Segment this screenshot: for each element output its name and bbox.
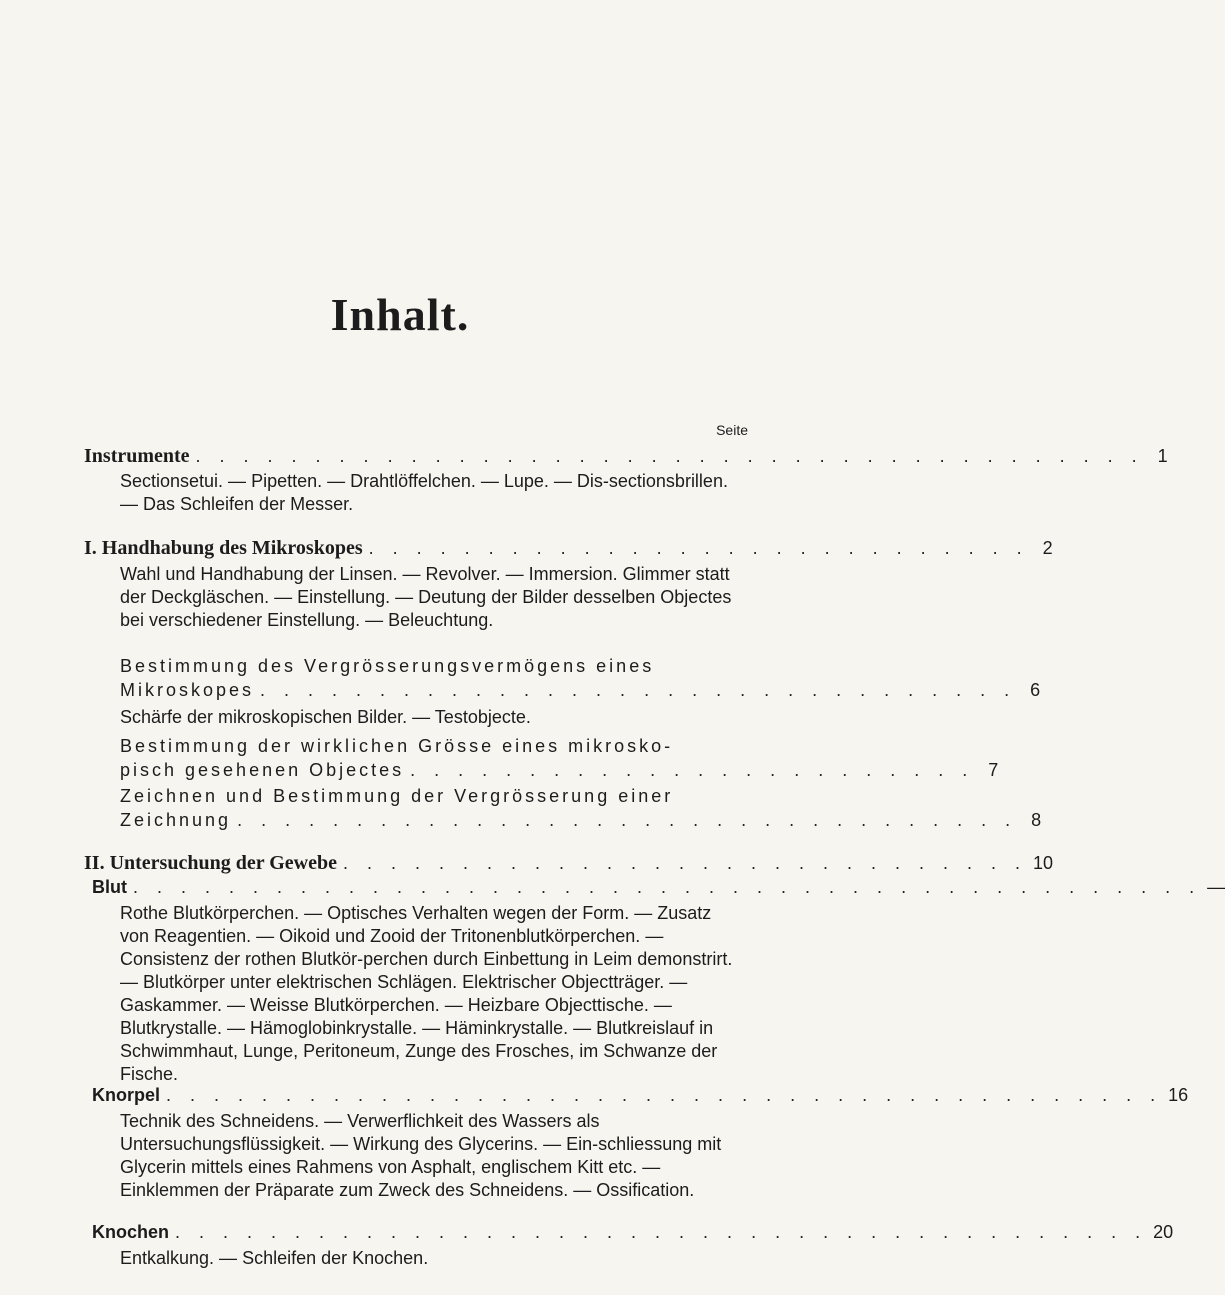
toc-entry-untersuchung	[84, 852, 1054, 875]
toc-label: Instrumente	[84, 445, 190, 467]
toc-entry-vergroesserung	[120, 680, 1041, 701]
toc-entry-groesse	[120, 760, 999, 781]
toc-label: Blut	[92, 877, 127, 897]
toc-label: Knochen	[92, 1222, 170, 1242]
toc-entry-handhabung	[84, 537, 1053, 560]
toc-entry-instrumente	[84, 445, 1168, 468]
toc-label: I. Handhabung des Mikroskopes	[84, 537, 363, 559]
page-number: —	[1207, 877, 1225, 897]
page-number: 10	[1033, 853, 1054, 873]
toc-description: Technik des Schneidens. — Verwerflichkeit des Wassers als Untersuchungsflüssigkeit. — Wirkung des Glycerins. — Ein-schliessung mit Glycerin mittels eines Rahmens von Asphalt, englischem Kitt etc. — Einklemmen der Präparate zum Zweck des Schneidens. — Ossification.	[120, 1111, 722, 1200]
toc-description: Rothe Blutkörperchen. — Optisches Verhalten wegen der Form. — Zusatz von Reagentien. — Oikoid und Zooid der Tritonenblutkörperchen. — Consistenz der rothen Blutkör-perchen durch Einbettung in Leim demonstrirt. — Blutkörper unter elektrischen Schlägen. Elektrischer Objectträger. — Gaskammer. — Weisse Blutkörperchen. — Heizbare Objecttische. — Blutkrystalle. — Hämoglobinkrystalle. — Häminkrystalle. — Blutkreislauf in Schwimmhaut, Lunge, Peritoneum, Zunge des Frosches, im Schwanze der Fische.	[120, 903, 733, 1084]
toc-label: pisch gesehenen Objectes	[120, 760, 405, 780]
toc-entry-zeichnen-line1	[120, 786, 748, 807]
dot-leader: . . . . . . . . . . . . . . . . . . . . . . . .	[410, 760, 975, 780]
toc-label-line: Bestimmung des Vergrösserungsvermögens eines	[120, 656, 655, 676]
page-number: 7	[988, 760, 999, 780]
page-title: Inhalt.	[330, 289, 470, 340]
toc-entry-blut	[92, 877, 1225, 898]
toc-description: Schärfe der mikroskopischen Bilder. — Testobjecte.	[120, 707, 531, 727]
page-number: 20	[1153, 1222, 1174, 1242]
dot-leader: . . . . . . . . . . . . . . . . . . . . . . . . . . . . . . . . . . . . . . . .	[195, 446, 1144, 466]
page-number: 2	[1042, 538, 1053, 558]
toc-description: Wahl und Handhabung der Linsen. — Revolver. — Immersion. Glimmer statt der Deckgläschen. — Einstellung. — Deutung der Bilder desselben Objectes bei verschiedener Einstellung. — Beleuchtung.	[120, 564, 732, 630]
toc-description: Entkalkung. — Schleifen der Knochen.	[120, 1248, 429, 1268]
toc-label: Mikroskopes	[120, 680, 255, 700]
dot-leader: . . . . . . . . . . . . . . . . . . . . . . . . . . . . . . . . . . . . . . . . .	[175, 1222, 1148, 1242]
toc-entry-knorpel	[92, 1085, 1189, 1106]
dot-leader: . . . . . . . . . . . . . . . . . . . . . . . . . . . . . . . .	[260, 680, 1017, 700]
dot-leader: . . . . . . . . . . . . . . . . . . . . . . . . . . . . . . . . . . . . . . . . . . . . .	[133, 877, 1202, 897]
dot-leader: . . . . . . . . . . . . . . . . . . . . . . . . . . . . .	[342, 853, 1028, 873]
toc-entry-groesse-line1	[120, 736, 748, 757]
page-number: 8	[1031, 810, 1042, 830]
toc-entry-knochen	[92, 1222, 1174, 1243]
toc-label: Knorpel	[92, 1085, 161, 1105]
page-number: 1	[1157, 446, 1168, 466]
page-column-label: Seite	[716, 422, 748, 438]
page-number: 6	[1030, 680, 1041, 700]
toc-label-line: Zeichnen und Bestimmung der Vergrösserung einer	[120, 786, 674, 806]
dot-leader: . . . . . . . . . . . . . . . . . . . . . . . . . . . . . . . . .	[237, 810, 1018, 830]
toc-label-line: Bestimmung der wirklichen Grösse eines mikrosko-	[120, 736, 674, 756]
toc-entry-zeichnen	[120, 810, 1042, 831]
toc-label: Zeichnung	[120, 810, 232, 830]
toc-description: Sectionsetui. — Pipetten. — Drahtlöffelchen. — Lupe. — Dis-sectionsbrillen. — Das Schleifen der Messer.	[120, 471, 728, 514]
toc-entry-vergroesserung-line1	[120, 656, 748, 677]
page-number: 16	[1168, 1085, 1189, 1105]
toc-label: II. Untersuchung der Gewebe	[84, 852, 337, 874]
dot-leader: . . . . . . . . . . . . . . . . . . . . . . . . . . . .	[368, 538, 1029, 558]
dot-leader: . . . . . . . . . . . . . . . . . . . . . . . . . . . . . . . . . . . . . . . . . .	[166, 1085, 1163, 1105]
